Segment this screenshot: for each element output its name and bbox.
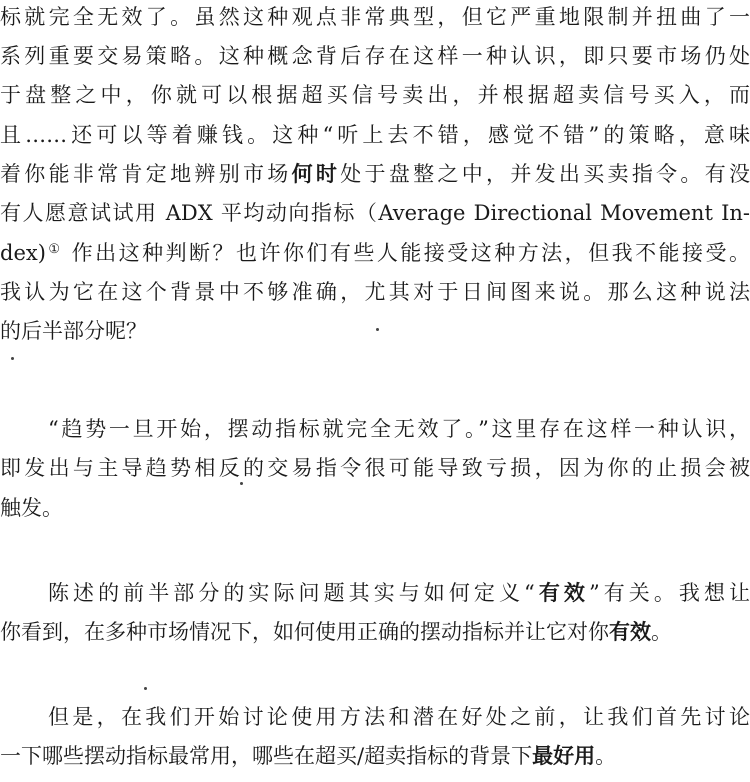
paragraph-4-line-1: 但是，在我们开始讨论使用方法和潜在好处之前，让我们首先讨论 [48, 705, 750, 729]
emphasis-effective: 有效 [534, 580, 589, 605]
paragraph-1-line-9: 的后半部分呢？ [0, 319, 147, 343]
paragraph-3-line-1: 陈述的前半部分的实际问题其实与如何定义“有效”有关。我想让 [48, 580, 750, 605]
scan-speck [144, 687, 147, 690]
paragraph-1-line-5: 着你能非常肯定地辨别市场何时处于盘整之中，并发出买卖指令。有没 [0, 161, 750, 186]
paragraph-3-line-2: 你看到，在多种市场情况下，如何使用正确的摆动指标并让它对你有效。 [0, 619, 672, 644]
paragraph-2-line-2: 即发出与主导趋势相反的交易指令很可能导致亏损，因为你的止损会被 [0, 456, 750, 480]
paragraph-1-line-7: dex)① 作出这种判断？也许你们有些人能接受这种方法，但我不能接受。 [0, 241, 750, 265]
scan-speck [240, 482, 243, 485]
emphasis-effective-2: 有效 [609, 619, 651, 644]
paragraph-1-line-3: 于盘整之中，你就可以根据超买信号卖出，并根据超卖信号买入，而 [0, 83, 750, 107]
scan-speck [11, 357, 14, 360]
paragraph-1-line-1: 标就完全无效了。虽然这种观点非常典型，但它严重地限制并扭曲了一 [0, 5, 750, 29]
paragraph-1-line-4: 且……还可以等着赚钱。这种“听上去不错，感觉不错”的策略，意味 [0, 123, 750, 147]
paragraph-2-line-1: “趋势一旦开始，摆动指标就完全无效了。”这里存在这样一种认识， [48, 417, 750, 441]
emphasis-best: 最好用 [532, 743, 596, 768]
footnote-marker: ① [45, 242, 63, 257]
paragraph-1-line-8: 我认为它在这个背景中不够准确，尤其对于日间图来说。那么这种说法 [0, 280, 750, 304]
scan-speck [376, 328, 379, 331]
paragraph-1-line-6: 有人愿意试试用 ADX 平均动向指标（Average Directional Movement In- [0, 201, 750, 225]
paragraph-4-line-2: 一下哪些摆动指标最常用，哪些在超买/超卖指标的背景下最好用。 [0, 743, 617, 768]
paragraph-1-line-2: 系列重要交易策略。这种概念背后存在这样一种认识，即只要市场仍处 [0, 44, 750, 68]
emphasis-when: 何时 [291, 161, 341, 186]
paragraph-2-line-3: 触发。 [0, 496, 63, 520]
